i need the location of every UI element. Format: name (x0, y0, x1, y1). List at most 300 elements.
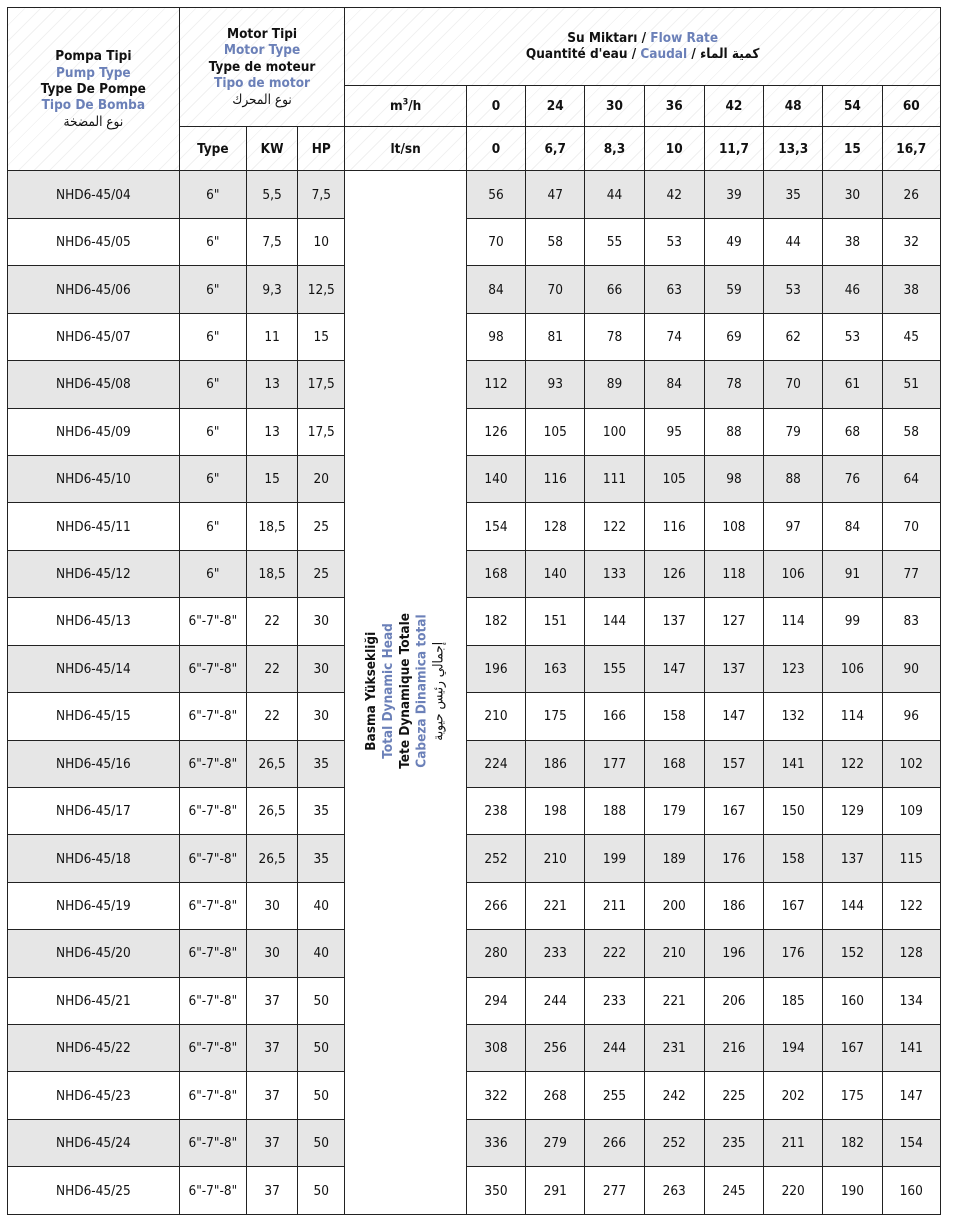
head-value-cell: 116 (526, 456, 585, 503)
hp-cell: 35 (298, 835, 345, 882)
table-row (8, 1119, 941, 1166)
flow-m3h-1: 24 (526, 85, 585, 126)
head-value-cell: 141 (882, 1025, 940, 1072)
head-value-cell: 221 (644, 977, 704, 1024)
head-value-cell: 152 (823, 930, 882, 977)
kw-cell: 5,5 (246, 171, 297, 218)
head-value-cell: 98 (466, 313, 525, 360)
head-value-cell: 244 (526, 977, 585, 1024)
head-value-cell: 70 (882, 503, 940, 550)
head-value-cell: 49 (704, 218, 763, 265)
table-row (8, 218, 941, 265)
flow-ltsn-0: 0 (466, 127, 525, 171)
head-value-cell: 266 (585, 1119, 644, 1166)
head-value-cell: 196 (704, 930, 763, 977)
model-cell: NHD6-45/15 (8, 693, 180, 740)
head-value-cell: 182 (823, 1119, 882, 1166)
head-value-cell: 132 (764, 693, 823, 740)
flow-m3h-5: 48 (764, 85, 823, 126)
flow-m3h-0: 0 (466, 85, 525, 126)
head-value-cell: 263 (644, 1167, 704, 1215)
head-value-cell: 47 (526, 171, 585, 218)
head-value-cell: 210 (526, 835, 585, 882)
head-value-cell: 220 (764, 1167, 823, 1215)
head-value-cell: 140 (466, 456, 525, 503)
head-value-cell: 233 (526, 930, 585, 977)
head-value-cell: 118 (704, 550, 763, 597)
head-value-cell: 45 (882, 313, 940, 360)
motor-type-ar: نوع المحرك (232, 91, 292, 108)
head-label-line: إجمالي رئيس حيوية (430, 641, 447, 741)
head-value-cell: 53 (764, 266, 823, 313)
table-row (8, 740, 941, 787)
flow-rate-header (345, 8, 941, 86)
table-row (8, 1025, 941, 1072)
head-value-cell: 74 (644, 313, 704, 360)
head-value-cell: 144 (585, 598, 644, 645)
flow-rate-en: Flow Rate (650, 29, 719, 46)
motor-type-cell: 6" (179, 266, 246, 313)
head-value-cell: 102 (882, 740, 940, 787)
head-value-cell: 88 (704, 408, 763, 455)
head-value-cell: 78 (704, 361, 763, 408)
head-value-cell: 84 (823, 503, 882, 550)
head-value-cell: 147 (882, 1072, 940, 1119)
flow-m3h-7: 60 (882, 85, 940, 126)
table-row (8, 930, 941, 977)
head-value-cell: 53 (644, 218, 704, 265)
head-value-cell: 137 (644, 598, 704, 645)
head-value-cell: 266 (466, 882, 525, 929)
head-value-cell: 210 (466, 693, 525, 740)
pump-type-en: Pump Type (56, 64, 131, 81)
head-value-cell: 160 (823, 977, 882, 1024)
flow-m3h-2: 30 (585, 85, 644, 126)
head-value-cell: 70 (526, 266, 585, 313)
kw-cell: 22 (246, 645, 297, 692)
head-value-cell: 222 (585, 930, 644, 977)
ltsn-unit-label: lt/sn (345, 127, 467, 171)
hp-cell: 40 (298, 930, 345, 977)
model-cell: NHD6-45/06 (8, 266, 180, 313)
table-row (8, 977, 941, 1024)
head-value-cell: 252 (644, 1119, 704, 1166)
kw-cell: 15 (246, 456, 297, 503)
motor-type-cell: 6" (179, 218, 246, 265)
head-label-line: Tete Dynamique Totale (397, 612, 414, 769)
hp-cell: 30 (298, 693, 345, 740)
head-value-cell: 177 (585, 740, 644, 787)
head-value-cell: 83 (882, 598, 940, 645)
kw-cell: 13 (246, 408, 297, 455)
model-cell: NHD6-45/20 (8, 930, 180, 977)
motor-type-cell: 6" (179, 408, 246, 455)
head-value-cell: 221 (526, 882, 585, 929)
model-cell: NHD6-45/21 (8, 977, 180, 1024)
head-value-cell: 225 (704, 1072, 763, 1119)
head-value-cell: 277 (585, 1167, 644, 1215)
head-value-cell: 106 (764, 550, 823, 597)
head-value-cell: 185 (764, 977, 823, 1024)
table-row (8, 550, 941, 597)
kw-cell: 7,5 (246, 218, 297, 265)
total-dynamic-head-label (345, 171, 467, 1215)
table-row (8, 882, 941, 929)
head-value-cell: 114 (823, 693, 882, 740)
head-value-cell: 63 (644, 266, 704, 313)
head-value-cell: 105 (644, 456, 704, 503)
head-value-cell: 127 (704, 598, 763, 645)
head-value-cell: 89 (585, 361, 644, 408)
head-value-cell: 129 (823, 787, 882, 834)
head-value-cell: 176 (764, 930, 823, 977)
head-value-cell: 137 (823, 835, 882, 882)
head-value-cell: 154 (882, 1119, 940, 1166)
head-value-cell: 134 (882, 977, 940, 1024)
table-row (8, 456, 941, 503)
head-value-cell: 233 (585, 977, 644, 1024)
pump-performance-table (7, 7, 941, 1215)
head-value-cell: 147 (644, 645, 704, 692)
head-value-cell: 123 (764, 645, 823, 692)
model-cell: NHD6-45/24 (8, 1119, 180, 1166)
head-value-cell: 158 (764, 835, 823, 882)
head-value-cell: 128 (526, 503, 585, 550)
head-value-cell: 175 (823, 1072, 882, 1119)
head-value-cell: 350 (466, 1167, 525, 1215)
head-value-cell: 188 (585, 787, 644, 834)
head-value-cell: 42 (644, 171, 704, 218)
head-value-cell: 166 (585, 693, 644, 740)
head-value-cell: 111 (585, 456, 644, 503)
head-value-cell: 126 (466, 408, 525, 455)
head-value-cell: 190 (823, 1167, 882, 1215)
motor-type-subheader: Type (179, 127, 246, 171)
head-value-cell: 200 (644, 882, 704, 929)
head-value-cell: 97 (764, 503, 823, 550)
model-cell: NHD6-45/05 (8, 218, 180, 265)
motor-type-cell: 6" (179, 550, 246, 597)
kw-cell: 26,5 (246, 740, 297, 787)
head-value-cell: 196 (466, 645, 525, 692)
motor-type-cell: 6"-7"-8" (179, 882, 246, 929)
kw-cell: 37 (246, 1119, 297, 1166)
motor-type-cell: 6"-7"-8" (179, 1119, 246, 1166)
head-value-cell: 179 (644, 787, 704, 834)
head-label-line: Basma Yüksekliği (363, 631, 380, 751)
head-value-cell: 244 (585, 1025, 644, 1072)
hp-cell: 25 (298, 550, 345, 597)
flow-rate-ar: / كمية الماء (687, 46, 760, 63)
flow-rate-es: Caudal (640, 46, 688, 63)
flow-ltsn-2: 8,3 (585, 127, 644, 171)
flow-ltsn-1: 6,7 (526, 127, 585, 171)
head-value-cell: 84 (644, 361, 704, 408)
model-cell: NHD6-45/25 (8, 1167, 180, 1215)
head-value-cell: 199 (585, 835, 644, 882)
head-value-cell: 235 (704, 1119, 763, 1166)
motor-type-cell: 6" (179, 313, 246, 360)
model-cell: NHD6-45/18 (8, 835, 180, 882)
head-value-cell: 128 (882, 930, 940, 977)
head-value-cell: 114 (764, 598, 823, 645)
head-value-cell: 26 (882, 171, 940, 218)
kw-cell: 37 (246, 1025, 297, 1072)
hp-cell: 40 (298, 882, 345, 929)
motor-type-cell: 6"-7"-8" (179, 977, 246, 1024)
kw-cell: 37 (246, 1072, 297, 1119)
motor-type-cell: 6"-7"-8" (179, 740, 246, 787)
head-value-cell: 279 (526, 1119, 585, 1166)
head-value-cell: 88 (764, 456, 823, 503)
model-cell: NHD6-45/17 (8, 787, 180, 834)
model-cell: NHD6-45/07 (8, 313, 180, 360)
kw-cell: 26,5 (246, 787, 297, 834)
head-value-cell: 126 (644, 550, 704, 597)
head-value-cell: 198 (526, 787, 585, 834)
hp-cell: 50 (298, 977, 345, 1024)
head-value-cell: 211 (585, 882, 644, 929)
head-value-cell: 268 (526, 1072, 585, 1119)
head-value-cell: 147 (704, 693, 763, 740)
motor-type-cell: 6" (179, 456, 246, 503)
head-value-cell: 64 (882, 456, 940, 503)
head-value-cell: 59 (704, 266, 763, 313)
head-value-cell: 157 (704, 740, 763, 787)
hp-cell: 15 (298, 313, 345, 360)
table-row (8, 361, 941, 408)
model-cell: NHD6-45/09 (8, 408, 180, 455)
head-value-cell: 206 (704, 977, 763, 1024)
head-value-cell: 211 (764, 1119, 823, 1166)
head-value-cell: 106 (823, 645, 882, 692)
motor-type-cell: 6"-7"-8" (179, 1025, 246, 1072)
hp-cell: 50 (298, 1025, 345, 1072)
head-value-cell: 155 (585, 645, 644, 692)
hp-cell: 20 (298, 456, 345, 503)
table-row (8, 693, 941, 740)
head-value-cell: 38 (823, 218, 882, 265)
head-label-line: Total Dynamic Head (380, 622, 397, 759)
head-value-cell: 53 (823, 313, 882, 360)
head-value-cell: 242 (644, 1072, 704, 1119)
head-value-cell: 238 (466, 787, 525, 834)
head-value-cell: 167 (704, 787, 763, 834)
flow-rate-fr: Quantité d'eau / (525, 46, 641, 63)
hp-cell: 17,5 (298, 408, 345, 455)
head-value-cell: 216 (704, 1025, 763, 1072)
head-value-cell: 84 (466, 266, 525, 313)
motor-type-cell: 6"-7"-8" (179, 693, 246, 740)
head-value-cell: 90 (882, 645, 940, 692)
table-row (8, 787, 941, 834)
motor-type-cell: 6" (179, 361, 246, 408)
head-value-cell: 168 (644, 740, 704, 787)
head-value-cell: 186 (704, 882, 763, 929)
head-value-cell: 280 (466, 930, 525, 977)
model-cell: NHD6-45/22 (8, 1025, 180, 1072)
flow-m3h-3: 36 (644, 85, 704, 126)
pump-type-es: Tipo De Bomba (41, 97, 146, 114)
head-value-cell: 68 (823, 408, 882, 455)
motor-type-cell: 6"-7"-8" (179, 787, 246, 834)
head-value-cell: 122 (882, 882, 940, 929)
head-value-cell: 322 (466, 1072, 525, 1119)
head-value-cell: 167 (823, 1025, 882, 1072)
head-value-cell: 108 (704, 503, 763, 550)
head-value-cell: 70 (466, 218, 525, 265)
kw-cell: 22 (246, 693, 297, 740)
head-value-cell: 189 (644, 835, 704, 882)
motor-type-header (179, 8, 345, 127)
table-row (8, 313, 941, 360)
kw-cell: 30 (246, 882, 297, 929)
head-value-cell: 78 (585, 313, 644, 360)
model-cell: NHD6-45/13 (8, 598, 180, 645)
table-row (8, 835, 941, 882)
head-value-cell: 308 (466, 1025, 525, 1072)
head-value-cell: 55 (585, 218, 644, 265)
motor-type-cell: 6"-7"-8" (179, 1167, 246, 1215)
kw-subheader: KW (246, 127, 297, 171)
head-value-cell: 291 (526, 1167, 585, 1215)
kw-cell: 18,5 (246, 503, 297, 550)
head-value-cell: 79 (764, 408, 823, 455)
motor-type-en: Motor Type (223, 42, 301, 59)
head-value-cell: 99 (823, 598, 882, 645)
head-value-cell: 294 (466, 977, 525, 1024)
head-value-cell: 105 (526, 408, 585, 455)
head-value-cell: 69 (704, 313, 763, 360)
head-value-cell: 44 (585, 171, 644, 218)
hp-cell: 7,5 (298, 171, 345, 218)
head-value-cell: 76 (823, 456, 882, 503)
head-value-cell: 256 (526, 1025, 585, 1072)
flow-rate-tr: Su Miktarı / (567, 29, 651, 46)
head-value-cell: 39 (704, 171, 763, 218)
head-value-cell: 51 (882, 361, 940, 408)
motor-type-cell: 6" (179, 503, 246, 550)
hp-cell: 25 (298, 503, 345, 550)
head-value-cell: 182 (466, 598, 525, 645)
table-row (8, 266, 941, 313)
head-value-cell: 93 (526, 361, 585, 408)
flow-ltsn-4: 11,7 (704, 127, 763, 171)
kw-cell: 26,5 (246, 835, 297, 882)
table-row (8, 503, 941, 550)
hp-cell: 30 (298, 598, 345, 645)
pump-type-tr: Pompa Tipi (55, 48, 132, 65)
model-cell: NHD6-45/10 (8, 456, 180, 503)
head-value-cell: 151 (526, 598, 585, 645)
head-value-cell: 168 (466, 550, 525, 597)
motor-type-cell: 6"-7"-8" (179, 598, 246, 645)
hp-cell: 12,5 (298, 266, 345, 313)
kw-cell: 22 (246, 598, 297, 645)
head-value-cell: 122 (585, 503, 644, 550)
pump-type-fr: Type De Pompe (40, 81, 146, 97)
hp-cell: 35 (298, 787, 345, 834)
head-value-cell: 100 (585, 408, 644, 455)
head-label-line: Cabeza Dinamica total (414, 614, 431, 768)
kw-cell: 11 (246, 313, 297, 360)
head-value-cell: 56 (466, 171, 525, 218)
hp-subheader: HP (298, 127, 345, 171)
motor-type-cell: 6"-7"-8" (179, 645, 246, 692)
head-value-cell: 61 (823, 361, 882, 408)
head-value-cell: 30 (823, 171, 882, 218)
head-value-cell: 202 (764, 1072, 823, 1119)
table-row (8, 1167, 941, 1215)
head-value-cell: 109 (882, 787, 940, 834)
head-value-cell: 186 (526, 740, 585, 787)
head-value-cell: 77 (882, 550, 940, 597)
motor-type-cell: 6"-7"-8" (179, 835, 246, 882)
model-cell: NHD6-45/11 (8, 503, 180, 550)
kw-cell: 30 (246, 930, 297, 977)
head-value-cell: 224 (466, 740, 525, 787)
head-value-cell: 336 (466, 1119, 525, 1166)
pump-type-ar: نوع المضخة (63, 113, 124, 130)
motor-type-cell: 6"-7"-8" (179, 1072, 246, 1119)
table-row (8, 645, 941, 692)
head-value-cell: 35 (764, 171, 823, 218)
motor-type-cell: 6" (179, 171, 246, 218)
head-value-cell: 96 (882, 693, 940, 740)
model-cell: NHD6-45/16 (8, 740, 180, 787)
head-value-cell: 252 (466, 835, 525, 882)
head-value-cell: 62 (764, 313, 823, 360)
head-value-cell: 58 (882, 408, 940, 455)
model-cell: NHD6-45/04 (8, 171, 180, 218)
head-value-cell: 175 (526, 693, 585, 740)
motor-type-tr: Motor Tipi (226, 25, 298, 42)
model-cell: NHD6-45/19 (8, 882, 180, 929)
table-row (8, 598, 941, 645)
m3h-unit-label: $m^3/h$ (345, 85, 467, 126)
flow-ltsn-5: 13,3 (764, 127, 823, 171)
head-value-cell: 112 (466, 361, 525, 408)
hp-cell: 10 (298, 218, 345, 265)
kw-cell: 9,3 (246, 266, 297, 313)
head-value-cell: 70 (764, 361, 823, 408)
model-cell: NHD6-45/12 (8, 550, 180, 597)
hp-cell: 30 (298, 645, 345, 692)
model-cell: NHD6-45/14 (8, 645, 180, 692)
flow-ltsn-6: 15 (823, 127, 882, 171)
model-cell: NHD6-45/08 (8, 361, 180, 408)
table-row (8, 408, 941, 455)
head-value-cell: 160 (882, 1167, 940, 1215)
motor-type-cell: 6"-7"-8" (179, 930, 246, 977)
hp-cell: 50 (298, 1072, 345, 1119)
head-value-cell: 158 (644, 693, 704, 740)
head-value-cell: 144 (823, 882, 882, 929)
motor-type-fr: Type de moteur (208, 58, 316, 75)
head-value-cell: 91 (823, 550, 882, 597)
head-value-cell: 66 (585, 266, 644, 313)
head-value-cell: 167 (764, 882, 823, 929)
flow-m3h-6: 54 (823, 85, 882, 126)
hp-cell: 50 (298, 1167, 345, 1215)
kw-cell: 18,5 (246, 550, 297, 597)
head-value-cell: 163 (526, 645, 585, 692)
table-row (8, 171, 941, 218)
head-value-cell: 38 (882, 266, 940, 313)
hp-cell: 50 (298, 1119, 345, 1166)
kw-cell: 13 (246, 361, 297, 408)
flow-ltsn-7: 16,7 (882, 127, 940, 171)
